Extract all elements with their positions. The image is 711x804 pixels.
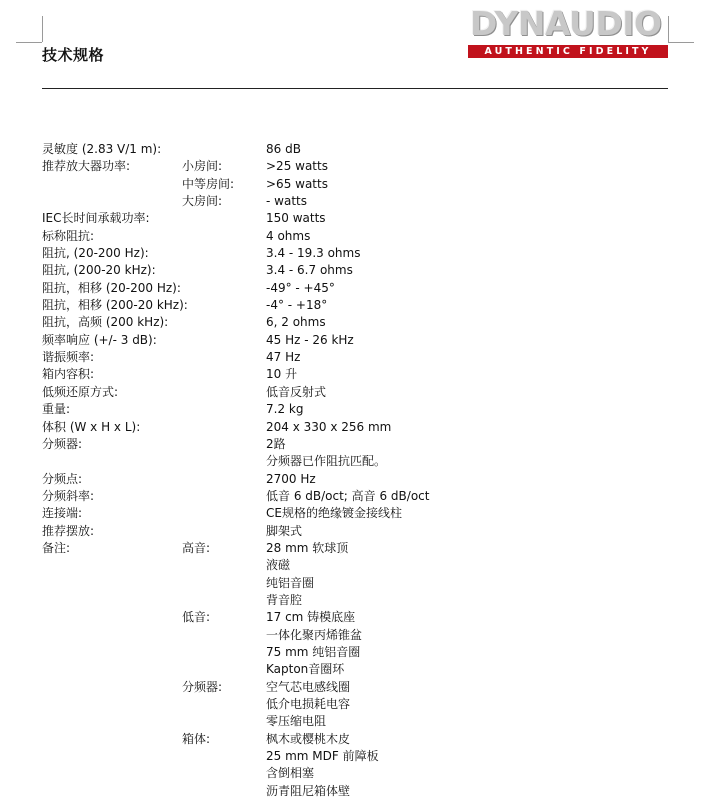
spec-label: 阻抗，相移 (200-20 kHz): xyxy=(42,298,188,313)
spec-value: 含倒相塞 xyxy=(266,766,315,781)
spec-label: 灵敏度 (2.83 V/1 m): xyxy=(42,142,162,156)
crop-mark-left-v xyxy=(42,16,43,42)
spec-value: 7.2 kg xyxy=(266,402,304,417)
spec-sublabel: 箱体: xyxy=(182,731,211,746)
spec-label: 备注: xyxy=(42,540,71,555)
spec-label: 推荐摆放: xyxy=(42,523,95,538)
spec-label: 阻抗，高频 (200 kHz): xyxy=(42,315,169,330)
spec-sublabel: 中等房间: xyxy=(182,176,235,191)
logo-tagline: AUTHENTIC FIDELITY xyxy=(468,45,668,58)
spec-value: 45 Hz - 26 kHz xyxy=(266,332,354,347)
spec-value: 2路 xyxy=(266,436,286,451)
spec-value: - watts xyxy=(266,194,307,209)
spec-value: 2700 Hz xyxy=(266,471,316,486)
spec-value: 低音 6 dB/oct; 高音 6 dB/oct xyxy=(266,488,430,503)
spec-value: Kapton音圈环 xyxy=(266,662,345,677)
spec-label: 分频斜率: xyxy=(42,488,95,503)
header-divider xyxy=(42,88,668,89)
spec-label: 频率响应 (+/- 3 dB): xyxy=(42,332,157,347)
spec-value: 低介电损耗电容 xyxy=(266,697,351,711)
spec-label: 谐振频率: xyxy=(42,350,95,365)
spec-value: 75 mm 纯铝音圈 xyxy=(266,644,361,659)
spec-value: 零压缩电阻 xyxy=(266,714,327,729)
page-title: 技术规格 xyxy=(42,46,105,64)
spec-label: 体积 (W x H x L): xyxy=(42,419,141,434)
spec-sublabel: 低音: xyxy=(182,610,211,625)
spec-value: CE规格的绝缘镀金接线柱 xyxy=(266,506,402,521)
spec-label: 分频点: xyxy=(42,471,83,486)
spec-label: 阻抗，相移 (20-200 Hz): xyxy=(42,280,181,295)
spec-label: 推荐放大器功率: xyxy=(42,159,131,174)
spec-value: 空气芯电感线圈 xyxy=(266,679,351,694)
spec-label: 标称阻抗: xyxy=(42,228,95,243)
spec-value: 枫木或樱桃木皮 xyxy=(266,731,351,746)
spec-label: 连接端: xyxy=(42,506,83,521)
brand-logo xyxy=(468,4,668,58)
spec-label: IEC长时间承载功率: xyxy=(42,211,150,226)
spec-value: 25 mm MDF 前障板 xyxy=(266,749,379,764)
spec-value: 47 Hz xyxy=(266,350,301,365)
spec-value: 150 watts xyxy=(266,211,326,226)
spec-value: >65 watts xyxy=(266,176,328,191)
spec-value: 86 dB xyxy=(266,142,301,156)
spec-value: 3.4 - 6.7 ohms xyxy=(266,263,353,278)
spec-value: 低音反射式 xyxy=(266,384,327,399)
spec-value: 脚架式 xyxy=(266,523,303,538)
crop-mark-left-h xyxy=(16,42,42,43)
spec-sublabel: 大房间: xyxy=(182,194,223,209)
spec-value: 4 ohms xyxy=(266,228,311,243)
crop-mark-right-h xyxy=(668,42,694,43)
spec-value: 液磁 xyxy=(266,558,291,573)
spec-sublabel: 小房间: xyxy=(182,159,223,174)
spec-label: 重量: xyxy=(42,402,71,417)
spec-sublabel: 高音: xyxy=(182,540,211,555)
spec-label: 阻抗, (20-200 Hz): xyxy=(42,246,149,261)
spec-value: 背音腔 xyxy=(266,592,303,607)
spec-label: 箱内容积: xyxy=(42,367,95,382)
spec-value: 10 升 xyxy=(266,367,298,382)
spec-value: -49° - +45° xyxy=(266,280,335,295)
spec-value: 28 mm 软球顶 xyxy=(266,540,349,555)
spec-label: 分频器: xyxy=(42,436,83,451)
spec-value: 6, 2 ohms xyxy=(266,315,326,330)
spec-label: 低频还原方式: xyxy=(42,384,119,399)
spec-value: 一体化聚丙烯锥盆 xyxy=(266,627,363,642)
spec-value: 17 cm 铸模底座 xyxy=(266,610,356,625)
logo-wordmark: DYNAUDIO xyxy=(470,4,662,43)
spec-value: >25 watts xyxy=(266,159,328,174)
spec-value: 沥青阻尼箱体壁 xyxy=(266,783,351,798)
spec-sublabel: 分频器: xyxy=(182,679,223,694)
spec-value: -4° - +18° xyxy=(266,298,328,313)
spec-value: 3.4 - 19.3 ohms xyxy=(266,246,361,261)
spec-value: 纯铝音圈 xyxy=(266,575,315,590)
spec-value: 分频器已作阻抗匹配。 xyxy=(266,454,387,469)
spec-label: 阻抗, (200-20 kHz): xyxy=(42,263,156,278)
spec-value: 204 x 330 x 256 mm xyxy=(266,419,392,434)
